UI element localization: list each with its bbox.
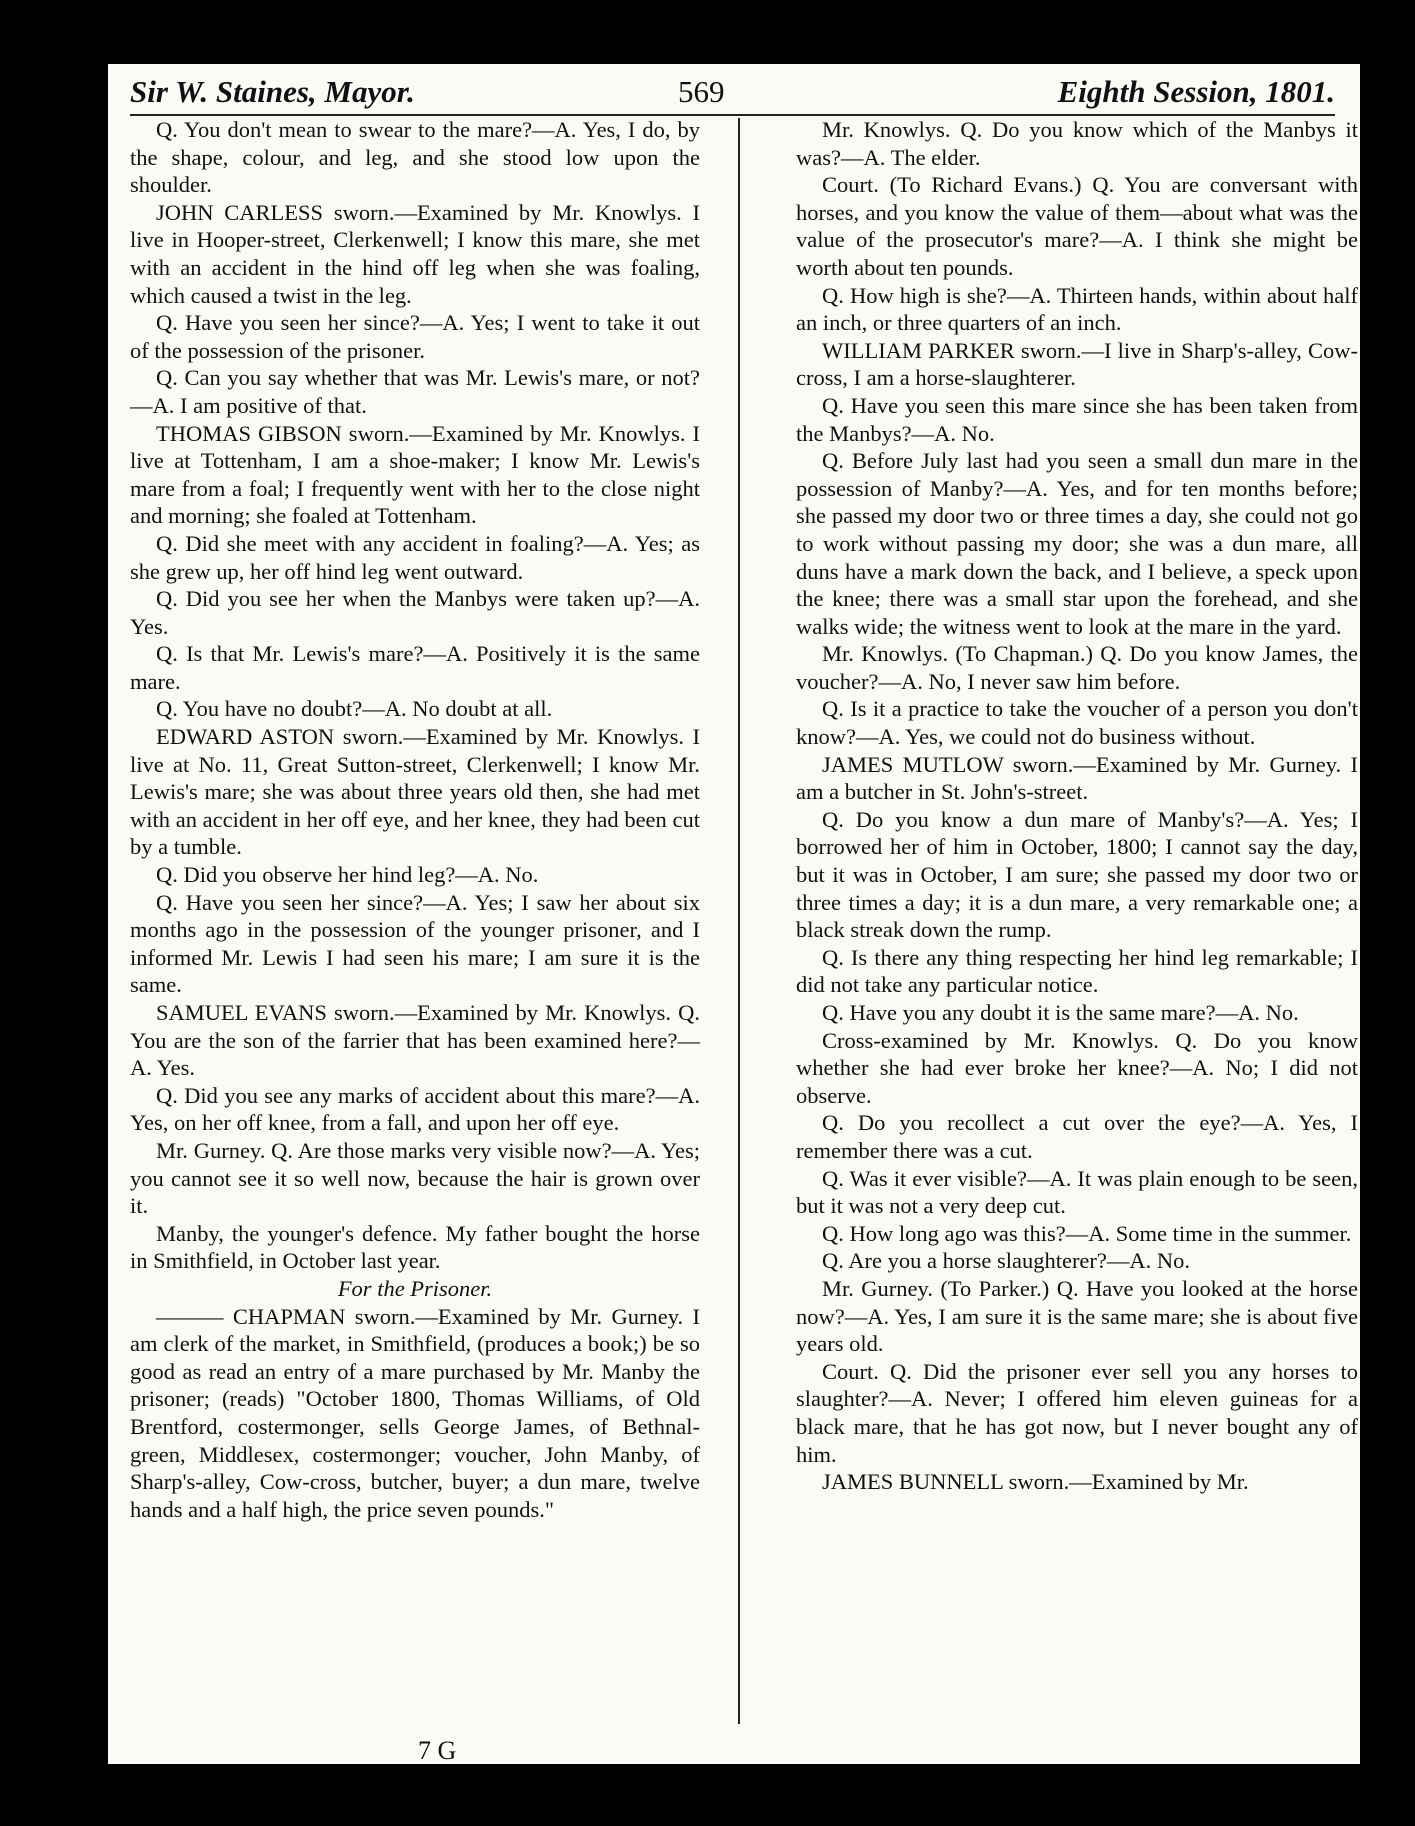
paragraph: Q. Did you see her when the Manbys were taken up?—A. Yes.: [130, 586, 700, 639]
paragraph: Mr. Knowlys. Q. Do you know which of the Manbys it was?—A. The elder.: [796, 117, 1358, 170]
paragraph: Q. How high is she?—A. Thirteen hands, within about half an inch, or three quarters of an inch.: [796, 282, 1358, 336]
page-number: 569: [678, 74, 725, 109]
paragraph: Mr. Knowlys. (To Chapman.) Q. Do you know James, the voucher?—A. No, I never saw him before.: [796, 641, 1358, 694]
paragraph: Q. Are you a horse slaughterer?—A. No.: [822, 1248, 1191, 1274]
paragraph: SAMUEL EVANS sworn.—Examined by Mr. Knowlys. Q. You are the son of the farrier that has been examined here?—A. Yes.: [130, 1000, 700, 1081]
paragraph: Mr. Gurney. (To Parker.) Q. Have you looked at the horse now?—A. Yes, I am sure it is the same mare; she is about five years old.: [796, 1275, 1358, 1357]
paragraph: JAMES BUNNELL sworn.—Examined by Mr.: [822, 1469, 1249, 1495]
paragraph: WILLIAM PARKER sworn.—I live in Sharp's-alley, Cow-cross, I am a horse-slaughterer.: [796, 337, 1358, 391]
header-session: Eighth Session, 1801.: [1057, 74, 1335, 109]
paragraph: EDWARD ASTON sworn.—Examined by Mr. Knowlys. I live at No. 11, Great Sutton-street, Clerkenwell; I know Mr. Lewis's mare; she was about three years old then, she had met with an accident in her off eye, and her knee, they had been cut by a tumble.: [130, 724, 700, 860]
paragraph: Q. Is there any thing respecting her hind leg remarkable; I did not take any particular notice.: [796, 944, 1358, 998]
paragraph: Q. Is that Mr. Lewis's mare?—A. Positively it is the same mare.: [130, 641, 700, 694]
paragraph: Court. Q. Did the prisoner ever sell you any horses to slaughter?—A. Never; I offered him eleven guineas for a black mare, that he has got now, but I never bought any of him.: [796, 1358, 1358, 1467]
left-column: [130, 116, 700, 1523]
paragraph: Q. Do you recollect a cut over the eye?—A. Yes, I remember there was a cut.: [796, 1110, 1358, 1163]
paragraph: Q. Did you see any marks of accident about this mare?—A. Yes, on her off knee, from a fall, and upon her off eye.: [130, 1082, 700, 1136]
paragraph: Q. Can you say whether that was Mr. Lewis's mare, or not?—A. I am positive of that.: [130, 365, 700, 418]
paragraph: Court. (To Richard Evans.) Q. You are conversant with horses, and you know the value of them—about what was the value of the prosecutor's mare?—A. I think she might be worth about ten pounds.: [796, 172, 1358, 280]
paragraph: Q. Have you any doubt it is the same mare?—A. No.: [822, 1000, 1299, 1025]
signature-mark: 7 G: [418, 1736, 457, 1765]
column-divider: [738, 118, 740, 1724]
right-column: [796, 116, 1358, 1496]
paragraph: Manby, the younger's defence. My father bought the horse in Smithfield, in October last year.: [130, 1220, 700, 1274]
document-page: [108, 64, 1360, 1764]
paragraph: Q. You have no doubt?—A. No doubt at all.: [156, 696, 553, 722]
paragraph: Q. Do you know a dun mare of Manby's?—A. Yes; I borrowed her of him in October, 1800; I cannot say the day, but it was in October, I am sure; she passed my door two or three times a day; it is a dun mare, a very remarkable one; a black streak down the rump.: [796, 806, 1358, 943]
paragraph: Mr. Gurney. Q. Are those marks very visible now?—A. Yes; you cannot see it so well now, because the hair is grown over it.: [130, 1137, 700, 1219]
paragraph: Q. Is it a practice to take the voucher of a person you don't know?—A. Yes, we could not do business without.: [796, 696, 1358, 750]
section-heading: For the Prisoner.: [337, 1275, 493, 1301]
paragraph: Q. Did she meet with any accident in foaling?—A. Yes; as she grew up, her off hind leg went outward.: [130, 530, 700, 584]
paragraph: JOHN CARLESS sworn.—Examined by Mr. Knowlys. I live in Hooper-street, Clerkenwell; I know this mare, she met with an accident in the hind off leg when she was foaling, which caused a twist in the leg.: [130, 199, 700, 308]
paragraph: Q. How long ago was this?—A. Some time in the summer.: [822, 1220, 1352, 1246]
paragraph: Q. Have you seen this mare since she has been taken from the Manbys?—A. No.: [796, 392, 1358, 446]
paragraph: Q. You don't mean to swear to the mare?—A. Yes, I do, by the shape, colour, and leg, and she stood low upon the shoulder.: [130, 117, 700, 198]
paragraph: JAMES MUTLOW sworn.—Examined by Mr. Gurney. I am a butcher in St. John's-street.: [796, 751, 1358, 805]
paragraph: Q. Have you seen her since?—A. Yes; I saw her about six months ago in the possession of the younger prisoner, and I informed Mr. Lewis I had seen his mare; I am sure it is the same.: [130, 889, 700, 998]
paragraph: Q. Before July last had you seen a small dun mare in the possession of Manby?—A. Yes, and for ten months before; she passed my door two or three times a day, she could not go to work without passing my door; she was a dun mare, all duns have a mark down the back, and I believe, a speck upon the knee; there was a small star upon the forehead, and she walks wide; the witness went to look at the mare in the yard.: [796, 448, 1358, 639]
paragraph: Q. Did you observe her hind leg?—A. No.: [156, 862, 539, 888]
paragraph: Q. Was it ever visible?—A. It was plain enough to be seen, but it was not a very deep cut.: [796, 1165, 1358, 1219]
header-mayor: Sir W. Staines, Mayor.: [130, 74, 415, 109]
paragraph: Q. Have you seen her since?—A. Yes; I went to take it out of the possession of the prisoner.: [130, 310, 700, 363]
paragraph: ——— CHAPMAN sworn.—Examined by Mr. Gurney. I am clerk of the market, in Smithfield, (produces a book;) be so good as read an entry of a mare purchased by Mr. Manby the prisoner; (reads) "October 1800, Thomas Williams, of Old Brentford, costermonger, sells George James, of Bethnal-green, Middlesex, costermonger; voucher, John Manby, of Sharp's-alley, Cow-cross, butcher, buyer; a dun mare, twelve hands and a half high, the price seven pounds.": [130, 1303, 700, 1522]
paragraph: Cross-examined by Mr. Knowlys. Q. Do you know whether she had ever broke her knee?—A. No; I did not observe.: [796, 1027, 1358, 1108]
paragraph: THOMAS GIBSON sworn.—Examined by Mr. Knowlys. I live at Tottenham, I am a shoe-maker; I know Mr. Lewis's mare from a foal; I frequently went with her to the close night and morning; she foaled at Tottenham.: [130, 420, 700, 529]
